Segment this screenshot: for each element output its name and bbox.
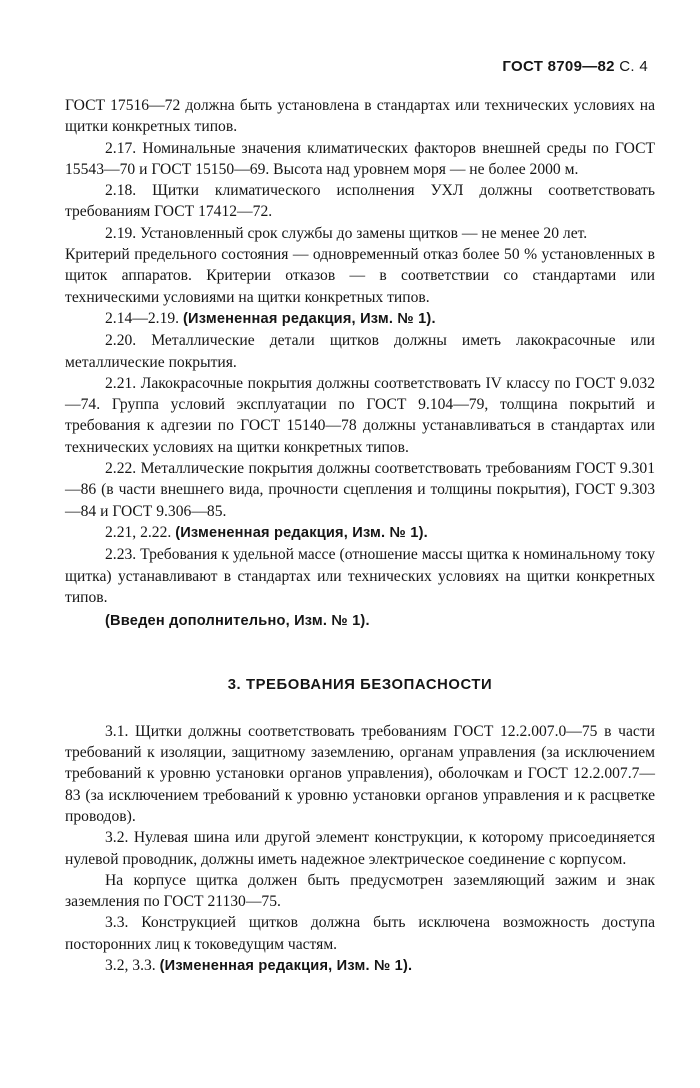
amendment-note-4-text: (Измененная редакция, Изм. № 1). [159,957,413,974]
paragraph-2-21: 2.21. Лакокрасочные покрытия должны соответствовать IV классу по ГОСТ 9.032—74. Группа условий эксплуатации по ГОСТ 9.104—79, толщина покрытий и требования к адгезии по ГОСТ 15140—78 должны устанавливаться в стандартах или технических условиях на щитки конкретных типов. [65,374,655,456]
amendment-note-2-text: (Измененная редакция, Изм. № 1). [175,524,428,541]
amendment-note-2-ref: 2.21, 2.22. [105,523,172,541]
paragraph-2-17: 2.17. Номинальные значения климатических факторов внешней среды по ГОСТ 15543—70 и ГОСТ 15150—69. Высота над уровнем моря — не более 2000 м. [65,139,655,178]
paragraph-continuation: ГОСТ 17516—72 должна быть установлена в стандартах или технических условиях на щитки конкретных типов. [65,97,655,136]
paragraph-3-2: 3.2. Нулевая шина или другой элемент конструкции, к которому присоединяется нулевой проводник, должны иметь надежное электрическое соединение с корпусом. [65,829,655,868]
amendment-note-3 [65,610,655,632]
paragraph-2-19: 2.19. Установленный срок службы до замены щитков — не менее 20 лет. [105,224,588,242]
amendment-note-2 [65,522,655,544]
amendment-note-3-text: (Введен дополнительно, Изм. № 1). [105,613,370,630]
paragraph-3-3: 3.3. Конструкцией щитков должна быть исключена возможность доступа посторонних лиц к токоведущим частям. [65,914,655,953]
paragraph-criterion: Критерий предельного состояния — одновременный отказ более 50 % установленных в щиток аппаратов. Критерии отказов — в соответствии со стандартами или техническими условиями на щитки конкретных типов. [65,246,655,306]
paragraph-2-18: 2.18. Щитки климатического исполнения УХЛ должны соответствовать требованиям ГОСТ 17412—72. [65,182,655,221]
paragraph-grounding: На корпусе щитка должен быть предусмотрен заземляющий зажим и знак заземления по ГОСТ 21130—75. [65,871,655,911]
header-page-number: С. 4 [619,58,648,75]
paragraph-2-20: 2.20. Металлические детали щитков должны иметь лакокрасочные или металлические покрытия. [65,332,655,371]
amendment-note-1 [65,308,655,330]
paragraph-2-22: 2.22. Металлические покрытия должны соответствовать требованиям ГОСТ 9.301—86 (в части внешнего вида, прочности сцепления и толщины покрытия), ГОСТ 9.303—84 и ГОСТ 9.306—85. [65,460,655,520]
paragraph-2-23: 2.23. Требования к удельной массе (отношение массы щитка к номинальному току щитка) устанавливают в стандартах или технических условиях на щитки конкретных типов. [65,546,655,606]
amendment-note-4 [65,955,655,977]
header-doc-number: ГОСТ 8709—82 [502,58,615,75]
amendment-note-1-text: (Измененная редакция, Изм. № 1). [182,310,436,327]
amendment-note-4-ref: 3.2, 3.3. [105,956,156,974]
paragraph-3-1: 3.1. Щитки должны соответствовать требованиям ГОСТ 12.2.007.0—75 в части требований к изоляции, защитному заземлению, органам управления (за исключением требований к уровню установки органов управления), оболочкам и ГОСТ 12.2.007.7—83 (за исключением требований к уровню установки органов управления и к расцветке проводов). [65,722,655,825]
amendment-note-1-ref: 2.14—2.19. [105,309,180,327]
page-header [502,58,648,75]
document-body [65,95,655,977]
section-heading: 3. ТРЕБОВАНИЯ БЕЗОПАСНОСТИ [227,677,493,694]
